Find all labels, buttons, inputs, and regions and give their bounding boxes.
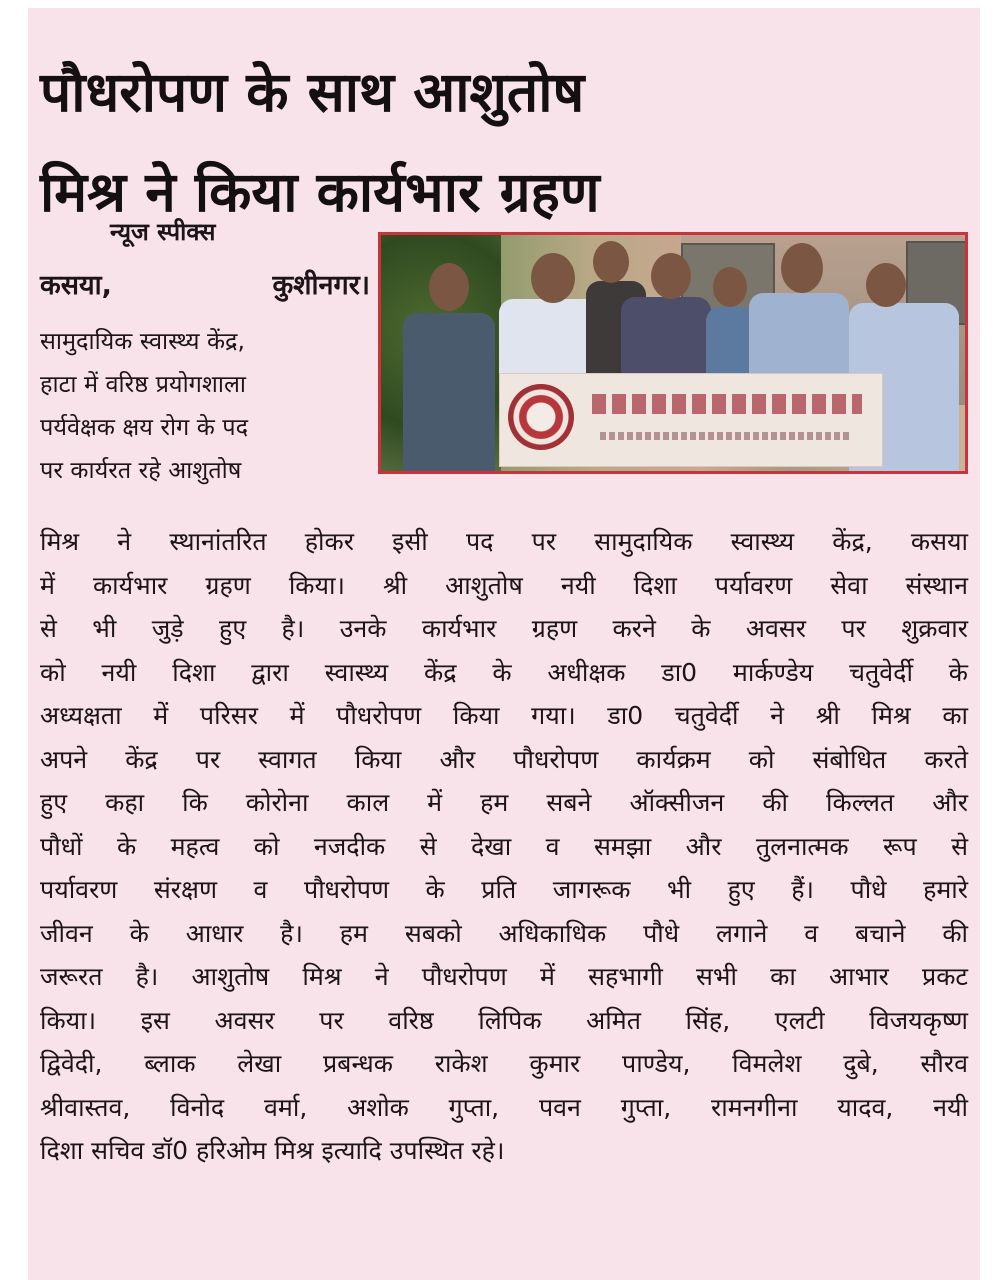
photo-banner xyxy=(499,373,883,467)
banner-lettering xyxy=(600,432,850,440)
news-photo xyxy=(378,232,968,474)
body-line: श्रीवास्तव, विनोद वर्मा, अशोक गुप्ता, पवन गुप्ता, रामनगीना यादव, नयी xyxy=(40,1092,968,1122)
body-line: को नयी दिशा द्वारा स्वास्थ्य केंद्र के अधीक्षक डा0 मार्कण्डेय चतुवेर्दी के xyxy=(40,657,968,687)
body-line: किया। इस अवसर पर वरिष्ठ लिपिक अमित सिंह, एलटी विजयकृष्ण xyxy=(40,1005,968,1035)
headline-line-2: मिश्र ने किया कार्यभार ग्रहण xyxy=(40,160,600,224)
column-line: हाटा में वरिष्ठ प्रयोगशाला xyxy=(40,370,246,398)
photo-person-head xyxy=(593,241,629,283)
headline xyxy=(40,42,970,242)
photo-person-head xyxy=(866,263,906,307)
body-line: जीवन के आधार है। हम सबको अधिकाधिक पौधे लगाने व बचाने की xyxy=(40,918,968,948)
body-line-last: दिशा सचिव डॉ0 हरिओम मिश्र इत्यादि उपस्थित रहे। xyxy=(40,1136,505,1165)
body-line: पौधों के महत्व को नजदीक से देखा व समझा और तुलनात्मक रूप से xyxy=(40,831,968,861)
body-line: पर्यावरण संरक्षण व पौधरोपण के प्रति जागरूक भी हुए हैं। पौधे हमारे xyxy=(40,875,968,904)
column-line: सामुदायिक स्वास्थ्य केंद्र, xyxy=(40,327,245,355)
body-line: मिश्र ने स्थानांतरित होकर इसी पद पर सामुदायिक स्वास्थ्य केंद्र, कसया xyxy=(40,527,968,556)
dateline-district: कुशीनगर। xyxy=(272,270,370,301)
column-line: पर्यवेक्षक क्षय रोग के पद xyxy=(40,413,249,441)
photo-person-head xyxy=(781,243,823,293)
photo-person xyxy=(403,313,495,474)
dateline-town: कसया, xyxy=(40,270,112,301)
body-line: अपने केंद्र पर स्वागत किया और पौधरोपण कार्यक्रम को संबोधित करते xyxy=(40,744,968,774)
banner-lettering xyxy=(592,394,862,414)
photo-person-head xyxy=(651,253,691,299)
body-line: हुए कहा कि कोरोना काल में हम सबने ऑक्सीजन की किल्लत और xyxy=(40,788,968,817)
banner-logo xyxy=(508,384,574,450)
photo-person-head xyxy=(531,253,575,303)
body-line: द्विवेदी, ब्लाक लेखा प्रबन्धक राकेश कुमार पाण्डेय, विमलेश दुबे, सौरव xyxy=(40,1049,968,1078)
dateline xyxy=(40,265,370,302)
body-line: अध्यक्षता में परिसर में पौधरोपण किया गया। डा0 चतुवेर्दी ने श्री मिश्र का xyxy=(40,701,968,730)
byline: न्यूज स्पीक्स xyxy=(110,218,216,246)
body-line: में कार्यभार ग्रहण किया। श्री आशुतोष नयी दिशा पर्यावरण सेवा संस्थान xyxy=(40,570,968,600)
column-line: पर कार्यरत रहे आशुतोष xyxy=(40,456,242,484)
body-line: से भी जुड़े हुए है। उनके कार्यभार ग्रहण करने के अवसर पर शुक्रवार xyxy=(40,614,968,643)
photo-person-head xyxy=(713,267,747,307)
headline-line-1: पौधरोपण के साथ आशुतोष xyxy=(40,60,585,124)
body-line: जरूरत है। आशुतोष मिश्र ने पौधरोपण में सहभागी सभी का आभार प्रकट xyxy=(40,962,968,991)
photo-person-head xyxy=(429,263,469,311)
